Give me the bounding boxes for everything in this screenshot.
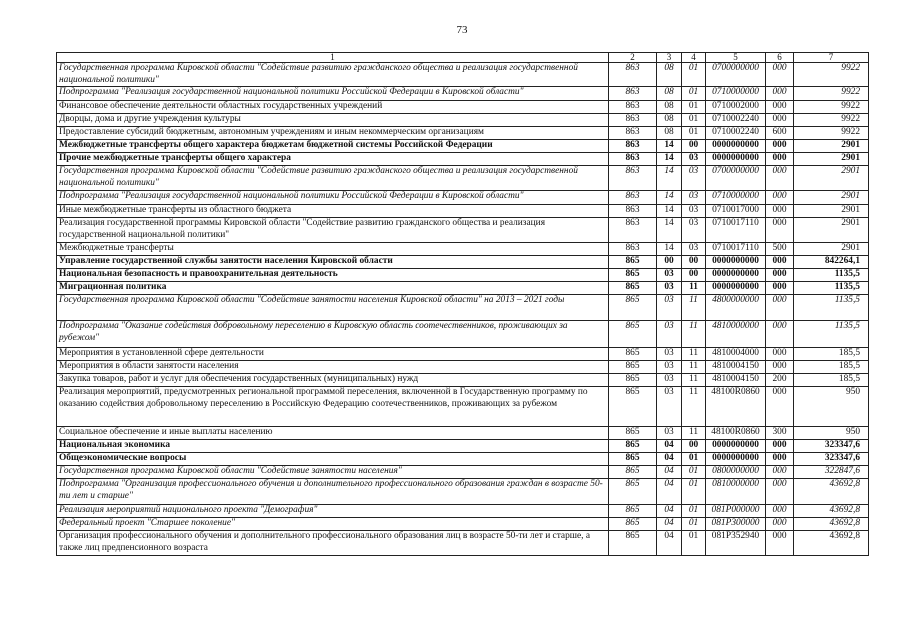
table-row bbox=[57, 361, 869, 374]
target-article-code: 0710002240 bbox=[706, 127, 766, 140]
row-description: Дворцы, дома и другие учреждения культуры bbox=[57, 114, 609, 127]
table-row bbox=[57, 153, 869, 166]
amount: 1135,5 bbox=[794, 269, 869, 282]
section-code: 03 bbox=[657, 321, 682, 348]
section-code: 14 bbox=[657, 153, 682, 166]
row-description: Предоставление субсидий бюджетным, автономным учреждениям и иным некоммерческим организациям bbox=[57, 127, 609, 140]
table-row bbox=[57, 321, 869, 348]
target-article-code: 4800000000 bbox=[706, 295, 766, 321]
target-article-code: 0700000000 bbox=[706, 63, 766, 87]
target-article-code: 0700000000 bbox=[706, 166, 766, 191]
amount: 1135,5 bbox=[794, 321, 869, 348]
ministry-code: 865 bbox=[609, 256, 657, 269]
expense-type-code: 000 bbox=[766, 282, 794, 295]
target-article-code: 0710017000 bbox=[706, 205, 766, 218]
amount: 2901 bbox=[794, 205, 869, 218]
subsection-code: 03 bbox=[682, 218, 706, 243]
ministry-code: 865 bbox=[609, 374, 657, 387]
row-description: Национальная экономика bbox=[57, 440, 609, 453]
ministry-code: 865 bbox=[609, 453, 657, 466]
row-description: Реализация мероприятий национального проекта "Демография" bbox=[57, 505, 609, 518]
expense-type-code: 000 bbox=[766, 518, 794, 531]
section-code: 08 bbox=[657, 87, 682, 101]
section-code: 03 bbox=[657, 348, 682, 361]
table-row bbox=[57, 127, 869, 140]
target-article-code: 0800000000 bbox=[706, 466, 766, 479]
ministry-code: 863 bbox=[609, 166, 657, 191]
expense-type-code: 000 bbox=[766, 205, 794, 218]
expense-type-code: 000 bbox=[766, 191, 794, 205]
amount: 950 bbox=[794, 387, 869, 427]
section-code: 03 bbox=[657, 427, 682, 440]
expense-type-code: 300 bbox=[766, 427, 794, 440]
expense-type-code: 000 bbox=[766, 295, 794, 321]
ministry-code: 865 bbox=[609, 466, 657, 479]
ministry-code: 865 bbox=[609, 269, 657, 282]
ministry-code: 865 bbox=[609, 518, 657, 531]
table-row bbox=[57, 348, 869, 361]
table-row bbox=[57, 140, 869, 153]
subsection-code: 11 bbox=[682, 374, 706, 387]
column-number: 6 bbox=[766, 53, 794, 63]
ministry-code: 865 bbox=[609, 361, 657, 374]
row-description: Межбюджетные трансферты bbox=[57, 243, 609, 256]
ministry-code: 863 bbox=[609, 127, 657, 140]
ministry-code: 863 bbox=[609, 140, 657, 153]
row-description: Реализация государственной программы Кировской области "Содействие развитию гражданского общества и реализация государственной национальной политики" bbox=[57, 218, 609, 243]
subsection-code: 01 bbox=[682, 518, 706, 531]
section-code: 14 bbox=[657, 166, 682, 191]
target-article-code: 0710000000 bbox=[706, 191, 766, 205]
section-code: 04 bbox=[657, 479, 682, 505]
row-description: Мероприятия в области занятости населения bbox=[57, 361, 609, 374]
expense-type-code: 000 bbox=[766, 361, 794, 374]
subsection-code: 00 bbox=[682, 256, 706, 269]
amount: 185,5 bbox=[794, 374, 869, 387]
column-number: 5 bbox=[706, 53, 766, 63]
column-number: 2 bbox=[609, 53, 657, 63]
amount: 323347,6 bbox=[794, 440, 869, 453]
table-row bbox=[57, 453, 869, 466]
table-row bbox=[57, 87, 869, 101]
target-article-code: 4810004150 bbox=[706, 361, 766, 374]
subsection-code: 11 bbox=[682, 282, 706, 295]
amount: 2901 bbox=[794, 140, 869, 153]
table-row bbox=[57, 479, 869, 505]
amount: 9922 bbox=[794, 63, 869, 87]
target-article-code: 4810004000 bbox=[706, 348, 766, 361]
row-description: Межбюджетные трансферты общего характера бюджетам бюджетной системы Российской Федерации bbox=[57, 140, 609, 153]
subsection-code: 01 bbox=[682, 87, 706, 101]
subsection-code: 01 bbox=[682, 63, 706, 87]
expense-type-code: 000 bbox=[766, 153, 794, 166]
subsection-code: 11 bbox=[682, 295, 706, 321]
section-code: 03 bbox=[657, 387, 682, 427]
table-row bbox=[57, 427, 869, 440]
section-code: 14 bbox=[657, 218, 682, 243]
target-article-code: 0710000000 bbox=[706, 87, 766, 101]
row-description: Реализация мероприятий, предусмотренных региональной программой переселения, включенной в Государственную программу по оказанию содействия добровольному переселению в Российскую Федерацию соотечественников, проживающих за рубежом bbox=[57, 387, 609, 427]
subsection-code: 11 bbox=[682, 361, 706, 374]
amount: 9922 bbox=[794, 87, 869, 101]
expense-type-code: 500 bbox=[766, 243, 794, 256]
amount: 1135,5 bbox=[794, 282, 869, 295]
section-code: 08 bbox=[657, 63, 682, 87]
expense-type-code: 000 bbox=[766, 531, 794, 556]
amount: 185,5 bbox=[794, 361, 869, 374]
expense-type-code: 000 bbox=[766, 479, 794, 505]
section-code: 08 bbox=[657, 101, 682, 114]
amount: 2901 bbox=[794, 191, 869, 205]
ministry-code: 863 bbox=[609, 191, 657, 205]
page-number: 73 bbox=[456, 24, 468, 36]
section-code: 14 bbox=[657, 243, 682, 256]
table-row bbox=[57, 166, 869, 191]
row-description: Финансовое обеспечение деятельности областных государственных учреждений bbox=[57, 101, 609, 114]
table-row bbox=[57, 63, 869, 87]
amount: 1135,5 bbox=[794, 295, 869, 321]
table-row bbox=[57, 218, 869, 243]
subsection-code: 01 bbox=[682, 114, 706, 127]
amount: 2901 bbox=[794, 166, 869, 191]
table-row bbox=[57, 387, 869, 427]
target-article-code: 0000000000 bbox=[706, 440, 766, 453]
subsection-code: 01 bbox=[682, 505, 706, 518]
row-description: Управление государственной службы занятости населения Кировской области bbox=[57, 256, 609, 269]
subsection-code: 01 bbox=[682, 466, 706, 479]
table-row bbox=[57, 243, 869, 256]
ministry-code: 865 bbox=[609, 440, 657, 453]
ministry-code: 865 bbox=[609, 295, 657, 321]
amount: 950 bbox=[794, 427, 869, 440]
target-article-code: 0000000000 bbox=[706, 140, 766, 153]
target-article-code: 0000000000 bbox=[706, 256, 766, 269]
column-number-row bbox=[57, 53, 869, 63]
table-row bbox=[57, 518, 869, 531]
expense-type-code: 000 bbox=[766, 256, 794, 269]
ministry-code: 863 bbox=[609, 218, 657, 243]
ministry-code: 865 bbox=[609, 348, 657, 361]
amount: 322847,6 bbox=[794, 466, 869, 479]
amount: 2901 bbox=[794, 218, 869, 243]
section-code: 04 bbox=[657, 453, 682, 466]
target-article-code: 48100R0860 bbox=[706, 427, 766, 440]
row-description: Мероприятия в установленной сфере деятельности bbox=[57, 348, 609, 361]
column-number: 7 bbox=[794, 53, 869, 63]
table-row bbox=[57, 269, 869, 282]
target-article-code: 48100R0860 bbox=[706, 387, 766, 427]
subsection-code: 01 bbox=[682, 127, 706, 140]
table-row bbox=[57, 466, 869, 479]
expense-type-code: 600 bbox=[766, 127, 794, 140]
expense-type-code: 000 bbox=[766, 453, 794, 466]
expense-type-code: 000 bbox=[766, 321, 794, 348]
amount: 9922 bbox=[794, 114, 869, 127]
section-code: 08 bbox=[657, 114, 682, 127]
amount: 43692,8 bbox=[794, 479, 869, 505]
ministry-code: 865 bbox=[609, 427, 657, 440]
amount: 2901 bbox=[794, 153, 869, 166]
subsection-code: 03 bbox=[682, 205, 706, 218]
section-code: 04 bbox=[657, 466, 682, 479]
amount: 842264,1 bbox=[794, 256, 869, 269]
table-row bbox=[57, 374, 869, 387]
section-code: 03 bbox=[657, 269, 682, 282]
amount: 9922 bbox=[794, 127, 869, 140]
row-description: Иные межбюджетные трансферты из областного бюджета bbox=[57, 205, 609, 218]
row-description: Социальное обеспечение и иные выплаты населению bbox=[57, 427, 609, 440]
target-article-code: 0000000000 bbox=[706, 282, 766, 295]
ministry-code: 865 bbox=[609, 505, 657, 518]
row-description: Подпрограмма "Организация профессионального обучения и дополнительного профессионального образования граждан в возрасте 50-ти лет и старше" bbox=[57, 479, 609, 505]
section-code: 03 bbox=[657, 282, 682, 295]
target-article-code: 0710002000 bbox=[706, 101, 766, 114]
row-description: Федеральный проект "Старшее поколение" bbox=[57, 518, 609, 531]
ministry-code: 865 bbox=[609, 531, 657, 556]
amount: 43692,8 bbox=[794, 505, 869, 518]
subsection-code: 01 bbox=[682, 453, 706, 466]
subsection-code: 03 bbox=[682, 153, 706, 166]
subsection-code: 01 bbox=[682, 479, 706, 505]
expense-type-code: 200 bbox=[766, 374, 794, 387]
ministry-code: 863 bbox=[609, 205, 657, 218]
target-article-code: 0710017110 bbox=[706, 243, 766, 256]
subsection-code: 11 bbox=[682, 427, 706, 440]
target-article-code: 081P300000 bbox=[706, 518, 766, 531]
target-article-code: 081P000000 bbox=[706, 505, 766, 518]
row-description: Организация профессионального обучения и дополнительного профессионального образования лиц в возрасте 50-ти лет и старше, а также лиц предпенсионного возраста bbox=[57, 531, 609, 556]
expense-type-code: 000 bbox=[766, 505, 794, 518]
ministry-code: 865 bbox=[609, 479, 657, 505]
row-description: Государственная программа Кировской области "Содействие занятости населения" bbox=[57, 466, 609, 479]
expense-type-code: 000 bbox=[766, 466, 794, 479]
ministry-code: 863 bbox=[609, 101, 657, 114]
subsection-code: 03 bbox=[682, 191, 706, 205]
row-description: Государственная программа Кировской области "Содействие развитию гражданского общества и реализация государственной национальной политики" bbox=[57, 63, 609, 87]
ministry-code: 865 bbox=[609, 282, 657, 295]
row-description: Общеэкономические вопросы bbox=[57, 453, 609, 466]
target-article-code: 0000000000 bbox=[706, 453, 766, 466]
ministry-code: 863 bbox=[609, 243, 657, 256]
row-description: Закупка товаров, работ и услуг для обеспечения государственных (муниципальных) нужд bbox=[57, 374, 609, 387]
table-row bbox=[57, 295, 869, 321]
expense-type-code: 000 bbox=[766, 63, 794, 87]
table-row bbox=[57, 440, 869, 453]
expense-type-code: 000 bbox=[766, 101, 794, 114]
subsection-code: 03 bbox=[682, 166, 706, 191]
section-code: 03 bbox=[657, 295, 682, 321]
target-article-code: 0000000000 bbox=[706, 153, 766, 166]
ministry-code: 863 bbox=[609, 153, 657, 166]
ministry-code: 865 bbox=[609, 387, 657, 427]
row-description: Государственная программа Кировской области "Содействие развитию гражданского общества и реализация государственной национальной политики" bbox=[57, 166, 609, 191]
table-row bbox=[57, 505, 869, 518]
section-code: 03 bbox=[657, 361, 682, 374]
amount: 2901 bbox=[794, 243, 869, 256]
section-code: 04 bbox=[657, 440, 682, 453]
target-article-code: 081P352940 bbox=[706, 531, 766, 556]
ministry-code: 863 bbox=[609, 63, 657, 87]
ministry-code: 863 bbox=[609, 87, 657, 101]
row-description: Подпрограмма "Реализация государственной национальной политики Российской Федерации в Кировской области" bbox=[57, 191, 609, 205]
row-description: Национальная безопасность и правоохранительная деятельность bbox=[57, 269, 609, 282]
column-number: 3 bbox=[657, 53, 682, 63]
subsection-code: 11 bbox=[682, 348, 706, 361]
section-code: 08 bbox=[657, 127, 682, 140]
subsection-code: 11 bbox=[682, 387, 706, 427]
section-code: 14 bbox=[657, 205, 682, 218]
subsection-code: 11 bbox=[682, 321, 706, 348]
table-row bbox=[57, 191, 869, 205]
budget-table bbox=[56, 52, 869, 556]
column-number: 4 bbox=[682, 53, 706, 63]
section-code: 04 bbox=[657, 505, 682, 518]
target-article-code: 0000000000 bbox=[706, 269, 766, 282]
subsection-code: 01 bbox=[682, 101, 706, 114]
ministry-code: 863 bbox=[609, 114, 657, 127]
target-article-code: 0710002240 bbox=[706, 114, 766, 127]
row-description: Подпрограмма "Оказание содействия добровольному переселению в Кировскую область соотечественников, проживающих за рубежом" bbox=[57, 321, 609, 348]
table-row bbox=[57, 101, 869, 114]
expense-type-code: 000 bbox=[766, 348, 794, 361]
expense-type-code: 000 bbox=[766, 140, 794, 153]
table-row bbox=[57, 282, 869, 295]
section-code: 04 bbox=[657, 518, 682, 531]
section-code: 03 bbox=[657, 374, 682, 387]
table-row bbox=[57, 114, 869, 127]
amount: 9922 bbox=[794, 101, 869, 114]
amount: 43692,8 bbox=[794, 518, 869, 531]
subsection-code: 00 bbox=[682, 269, 706, 282]
target-article-code: 4810004150 bbox=[706, 374, 766, 387]
table-row bbox=[57, 205, 869, 218]
target-article-code: 0710017110 bbox=[706, 218, 766, 243]
amount: 323347,6 bbox=[794, 453, 869, 466]
expense-type-code: 000 bbox=[766, 387, 794, 427]
row-description: Прочие межбюджетные трансферты общего характера bbox=[57, 153, 609, 166]
expense-type-code: 000 bbox=[766, 114, 794, 127]
table-row bbox=[57, 531, 869, 556]
section-code: 04 bbox=[657, 531, 682, 556]
row-description: Государственная программа Кировской области "Содействие занятости населения Кировской области" на 2013 – 2021 годы bbox=[57, 295, 609, 321]
row-description: Миграционная политика bbox=[57, 282, 609, 295]
row-description: Подпрограмма "Реализация государственной национальной политики Российской Федерации в Кировской области" bbox=[57, 87, 609, 101]
expense-type-code: 000 bbox=[766, 166, 794, 191]
section-code: 14 bbox=[657, 191, 682, 205]
table-row bbox=[57, 256, 869, 269]
expense-type-code: 000 bbox=[766, 440, 794, 453]
amount: 43692,8 bbox=[794, 531, 869, 556]
subsection-code: 03 bbox=[682, 243, 706, 256]
section-code: 00 bbox=[657, 256, 682, 269]
ministry-code: 865 bbox=[609, 321, 657, 348]
subsection-code: 01 bbox=[682, 531, 706, 556]
section-code: 14 bbox=[657, 140, 682, 153]
subsection-code: 00 bbox=[682, 140, 706, 153]
expense-type-code: 000 bbox=[766, 87, 794, 101]
target-article-code: 4810000000 bbox=[706, 321, 766, 348]
amount: 185,5 bbox=[794, 348, 869, 361]
target-article-code: 0810000000 bbox=[706, 479, 766, 505]
expense-type-code: 000 bbox=[766, 269, 794, 282]
expense-type-code: 000 bbox=[766, 218, 794, 243]
column-number: 1 bbox=[57, 53, 609, 63]
subsection-code: 00 bbox=[682, 440, 706, 453]
